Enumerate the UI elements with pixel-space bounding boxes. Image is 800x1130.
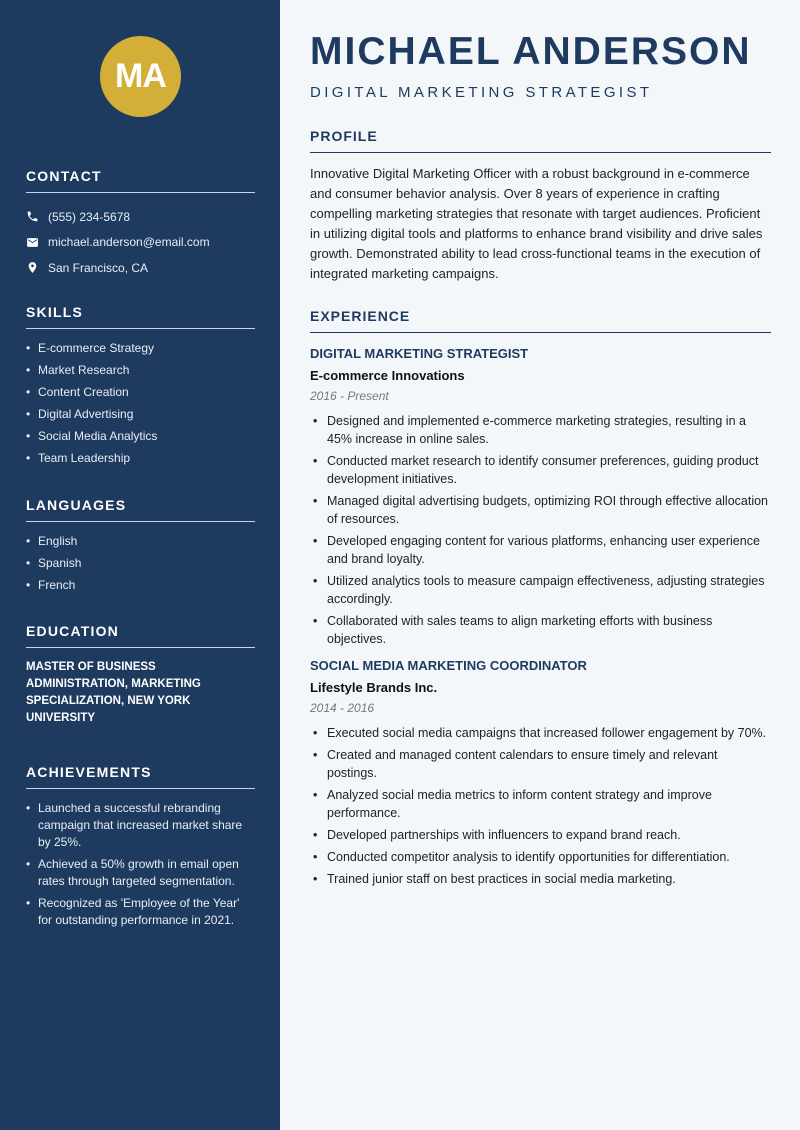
job-bullet: • Executed social media campaigns that increased follower engagement by 70%. <box>310 724 771 742</box>
profile-section <box>310 128 771 284</box>
achievements-section <box>26 764 255 934</box>
job-dates: 2016 - Present <box>310 389 389 403</box>
job-company: Lifestyle Brands Inc. <box>310 680 438 695</box>
job-company: E-commerce Innovations <box>310 368 465 383</box>
avatar: MA <box>100 36 181 117</box>
skills-heading: SKILLS <box>26 304 255 329</box>
languages-section <box>26 497 255 599</box>
skill-item: • Market Research <box>26 362 255 379</box>
candidate-name: MICHAEL ANDERSON <box>310 30 752 73</box>
job-bullet: • Utilized analytics tools to measure campaign effectiveness, adjusting strategies accordingly. <box>310 572 771 608</box>
contact-location: San Francisco, CA <box>26 255 255 281</box>
language-item: • French <box>26 577 255 594</box>
skill-item: • Team Leadership <box>26 450 255 467</box>
job-bullet: • Managed digital advertising budgets, optimizing ROI through effective allocation of resources. <box>310 492 771 528</box>
experience-section <box>310 308 771 892</box>
education-heading: EDUCATION <box>26 623 255 648</box>
job-bullet: • Developed engaging content for various platforms, enhancing user experience and brand loyalty. <box>310 532 771 568</box>
achievement-item: • Achieved a 50% growth in email open rates through targeted segmentation. <box>26 856 255 890</box>
job-entry <box>310 346 771 648</box>
job-bullet: • Conducted market research to identify consumer preferences, guiding product development initiatives. <box>310 452 771 488</box>
job-bullet: • Conducted competitor analysis to identify opportunities for differentiation. <box>310 848 771 866</box>
language-item: • Spanish <box>26 555 255 572</box>
skills-section <box>26 304 255 472</box>
job-title: SOCIAL MEDIA MARKETING COORDINATOR <box>310 658 587 673</box>
sidebar <box>0 0 280 1130</box>
job-bullet: • Created and managed content calendars to ensure timely and relevant postings. <box>310 746 771 782</box>
job-bullet: • Designed and implemented e-commerce marketing strategies, resulting in a 45% increase in online sales. <box>310 412 771 448</box>
languages-heading: LANGUAGES <box>26 497 255 522</box>
job-dates: 2014 - 2016 <box>310 701 375 715</box>
skill-item: • E-commerce Strategy <box>26 340 255 357</box>
candidate-title: DIGITAL MARKETING STRATEGIST <box>310 84 653 101</box>
experience-heading: EXPERIENCE <box>310 308 771 333</box>
contact-phone: (555) 234-5678 <box>26 204 255 230</box>
skill-item: • Social Media Analytics <box>26 428 255 445</box>
skill-item: • Digital Advertising <box>26 406 255 423</box>
job-entry <box>310 658 771 888</box>
education-section <box>26 623 255 727</box>
job-bullet: • Analyzed social media metrics to inform content strategy and improve performance. <box>310 786 771 822</box>
job-bullet: • Collaborated with sales teams to align marketing efforts with business objectives. <box>310 612 771 648</box>
email-icon <box>26 236 39 249</box>
achievement-item: • Recognized as 'Employee of the Year' for outstanding performance in 2021. <box>26 895 255 929</box>
job-title: DIGITAL MARKETING STRATEGIST <box>310 346 529 361</box>
contact-email: michael.anderson@email.com <box>26 230 255 256</box>
phone-icon <box>26 210 39 223</box>
language-item: • English <box>26 533 255 550</box>
profile-text: Innovative Digital Marketing Officer with a robust background in e-commerce and consumer behavior analysis. Over 8 years of experience in crafting compelling marketing strategies that resonate with target audiences. Proficient in utilizing digital tools and platforms to enhance brand visibility and drive sales growth. Demonstrated ability to lead cross-functional teams in the execution of integrated marketing campaigns. <box>310 166 763 281</box>
job-bullet: • Developed partnerships with influencers to expand brand reach. <box>310 826 771 844</box>
contact-heading: CONTACT <box>26 168 255 193</box>
location-pin-icon <box>26 261 39 274</box>
profile-heading: PROFILE <box>310 128 771 153</box>
education-degree: MASTER OF BUSINESS ADMINISTRATION, MARKETING SPECIALIZATION, NEW YORK UNIVERSITY <box>26 661 201 724</box>
achievements-heading: ACHIEVEMENTS <box>26 764 255 789</box>
achievement-item: • Launched a successful rebranding campaign that increased market share by 25%. <box>26 800 255 851</box>
skill-item: • Content Creation <box>26 384 255 401</box>
job-bullet: • Trained junior staff on best practices in social media marketing. <box>310 870 771 888</box>
contact-section <box>26 168 255 281</box>
